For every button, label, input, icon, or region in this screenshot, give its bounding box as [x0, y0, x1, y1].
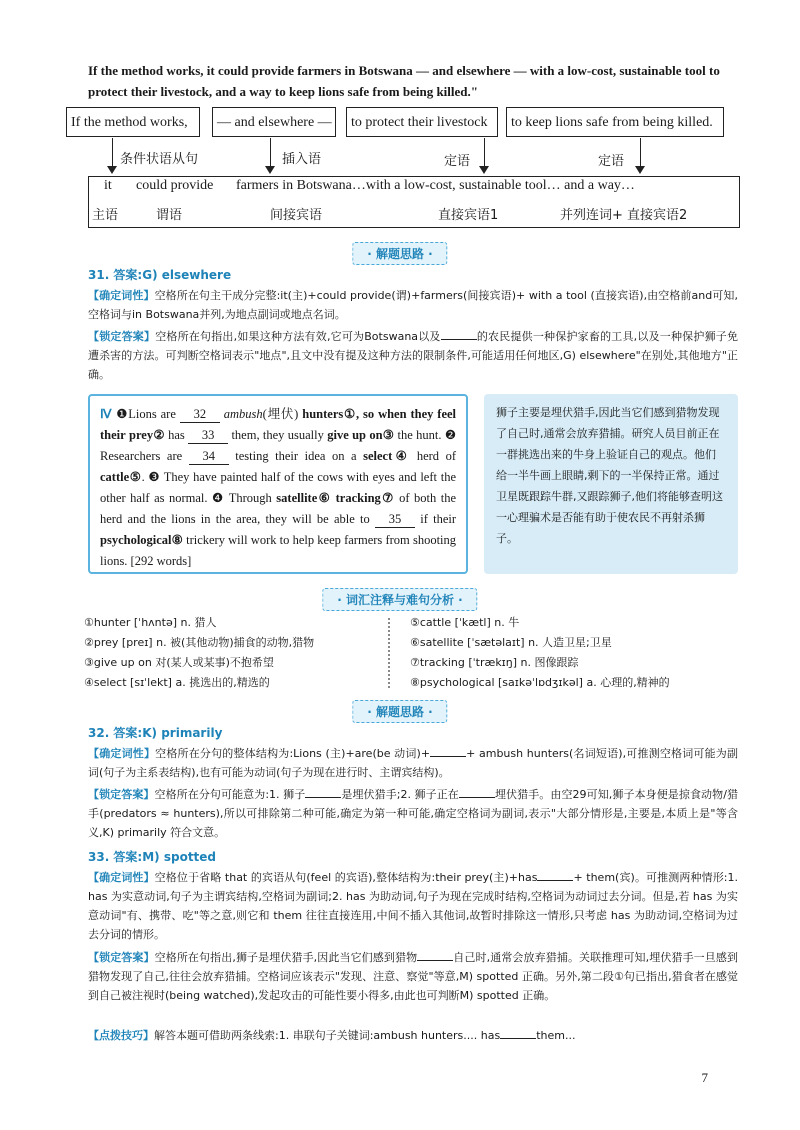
answer-32: 32. 答案:K) primarily [88, 726, 223, 740]
diagram-box-insertion: — and elsewhere — [212, 107, 336, 137]
diagram-word-predicate: could provide [136, 178, 214, 193]
q33-determine-part [88, 868, 738, 944]
tag-lock: 【锁定答案】 [88, 330, 156, 343]
blank-line [459, 786, 495, 798]
q32-determine-part [88, 744, 738, 782]
q33-tip-text-b: them... [536, 1029, 576, 1042]
diagram-label-condition: 条件状语从句 [120, 152, 199, 167]
q32-lock-text-c: 埋伏猎手。由空29可知,狮子本身便是掠食动物/猎手(predators ≈ hunters),所以可排除第二种可能,确定为第一种可能,确定空格词为副词,表示"大部分情形是,主要是,本质上是"等含义,K) primarily 符合文意。 [88, 788, 738, 839]
diagram-arrow-line [484, 138, 485, 168]
passage-word: psychological⑧ [100, 533, 183, 547]
q33-determine-text-b: + them(宾)。可推测两种情形:1. has 为实意动词,句子为主谓宾结构,空格词为副词;2. has 为助动词,句子为现在完成时结构,空格词为动词过去分词。但是,若 has 为实意动词"有、携带、吃"等之意,则它和 them 往往直接连用,中间不插入其他词,故暂时排除这一情形,只考虑 has 为助动词,空格词为过去分词的情形。 [88, 871, 739, 941]
vocab-item: ②prey [preɪ] n. 被(其他动物)捕食的动物,猎物 [84, 636, 315, 649]
blank-35: 35 [375, 512, 415, 528]
passage-text: ❶Lions are [116, 407, 176, 421]
diagram-role-direct-object-1: 直接宾语1 [438, 208, 499, 223]
passage-word: ambush [223, 407, 263, 421]
passage-text: the hunt. ❷ Researchers are [100, 428, 457, 463]
passage-text: if their [420, 512, 457, 526]
diagram-box-attribute-2: to keep lions safe from being killed. [506, 107, 724, 137]
diagram-arrow-head [635, 166, 645, 174]
diagram-arrow-line [270, 138, 271, 168]
diagram-role-predicate: 谓语 [156, 208, 183, 223]
passage-word: give up on③ [327, 428, 395, 442]
tag-lock: 【锁定答案】 [88, 788, 155, 801]
blank-34: 34 [189, 449, 229, 465]
q32-lock-text-b: 是埋伏猎手;2. 狮子正在 [341, 788, 459, 801]
passage-word: tracking⑦ [335, 491, 395, 505]
diagram-box-condition: If the method works, [66, 107, 200, 137]
q31-determine-part [88, 286, 738, 324]
diagram-label-attribute-1: 定语 [444, 154, 471, 169]
blank-line [430, 745, 466, 757]
passage-word: satellite⑥ [276, 491, 332, 505]
paragraph-mark: Ⅳ [100, 407, 113, 421]
passage-text: has [168, 428, 185, 442]
passage-word: cattle⑤ [100, 470, 142, 484]
diagram-arrow-line [640, 138, 641, 168]
vocab-item: ①hunter [ˈhʌntə] n. 猎人 [84, 616, 217, 629]
vocab-item: ④select [sɪˈlekt] a. 挑选出的,精选的 [84, 676, 270, 689]
translation-box: 狮子主要是埋伏猎手,因此当它们感到猎物发现了自己时,通常会放弃猎捕。研究人员目前正在一群挑选出来的牛身上验证自己的观点。他们给一半牛画上眼睛,剩下的一半保持正常。通过卫星既跟踪牛群,又跟踪狮子,他们将能够查明这一心理骗术是否能有助于使农民不再射杀狮子。 [484, 394, 738, 574]
vocab-item: ⑧psychological [saɪkəˈlɒdʒɪkəl] a. 心理的,精神的 [410, 676, 670, 689]
diagram-role-subject: 主语 [92, 208, 119, 223]
q31-determine-text: 空格所在句主干成分完整:it(主)+could provide(谓)+farmers(间接宾语)+ with a tool (直接宾语),由空格前and可知,空格词与in Botswana并列,为地点副词或地点名词。 [88, 289, 738, 321]
q33-lock-text-b: 自己时,通常会放弃猎捕。关联推理可知,埋伏猎手一旦感到猎物发现了自己,往往会放弃猎捕。空格词应该表示"发现、注意、察觉"等意,M) spotted 正确。另外,第二段①句已指出,猎食者在感觉到自己被注视时(being watched),发起攻击的可能性要小得多,由此也可判断M) spotted 正确。 [88, 951, 738, 1002]
vocab-divider [388, 618, 396, 688]
q32-determine-text-b: + ambush hunters(名词短语),可推测空格词可能为副词(句子为主系表结构),也有可能为动词(句子为现在进行时、主谓宾结构)。 [88, 747, 738, 779]
diagram-arrow-line [112, 138, 113, 168]
passage-text: trickery will work to help keep farmers from shooting lions. [292 words] [100, 533, 457, 568]
section-banner-solution-2: · 解题思路 · [352, 700, 447, 723]
passage-gloss: (埋伏) [262, 407, 299, 421]
section-banner-vocab: · 词汇注释与难句分析 · [322, 588, 477, 611]
answer-31: 31. 答案:G) elsewhere [88, 268, 232, 282]
vocab-item: ③give up on 对(某人或某事)不抱希望 [84, 656, 274, 669]
blank-line [537, 869, 573, 881]
q33-lock-text-a: 空格所在句指出,狮子是埋伏猎手,因此当它们感到猎物 [154, 951, 418, 964]
diagram-arrow-head [107, 166, 117, 174]
diagram-arrow-head [479, 166, 489, 174]
passage-word: select④ [363, 449, 411, 463]
answer-33: 33. 答案:M) spotted [88, 850, 217, 864]
tag-lock: 【锁定答案】 [88, 951, 155, 964]
diagram-box-attribute-1: to protect their livestock [346, 107, 498, 137]
q33-determine-text-a: 空格位于省略 that 的宾语从句(feel 的宾语),整体结构为:their prey(主)+has [154, 871, 538, 884]
q33-tip-text-a: 解答本题可借助两条线索:1. 串联句子关键词:ambush hunters.... has [154, 1029, 501, 1042]
intro-sentence: If the method works, it could provide farmers in Botswana — and elsewhere — with a low-cost, sustainable tool to protect their livestock, and a way to keep lions safe from being killed." [88, 63, 720, 99]
passage-text: them, they usually [231, 428, 324, 442]
q31-lock-text-a: 空格所在句指出,如果这种方法有效,它可为Botswana以及 [155, 330, 441, 343]
q32-determine-text-a: 空格所在分句的整体结构为:Lions (主)+are(be 动词)+ [155, 747, 431, 760]
passage-text: testing their idea on a [235, 449, 357, 463]
page-number: 7 [701, 1070, 708, 1085]
passage-text: hunters①, so when they feel their [100, 407, 457, 442]
diagram-role-indirect-object: 间接宾语 [270, 208, 323, 223]
section-banner-solution: · 解题思路 · [352, 242, 447, 265]
vocab-item: ⑤cattle [ˈkætl] n. 牛 [410, 616, 520, 629]
q31-lock-text-b: 的农民提供一种保护家畜的工具,以及一种保护狮子免遭杀害的方法。可判断空格词表示"地点",且文中没有提及这种方法的限制条件,可能适用任何地区,G) elsewhere"在别处,其他地方"正确。 [88, 330, 738, 381]
blank-line [500, 1027, 536, 1039]
q33-lock-answer [88, 948, 738, 1005]
q33-tip [88, 1026, 738, 1045]
q32-lock-text-a: 空格所在分句可能意为:1. 狮子 [154, 788, 306, 801]
blank-line [305, 786, 341, 798]
tag-tip: 【点拨技巧】 [88, 1029, 154, 1042]
diagram-label-attribute-2: 定语 [598, 154, 625, 169]
passage-text: herd of [416, 449, 457, 463]
blank-line [441, 328, 477, 340]
tag-determine: 【确定词性】 [88, 747, 156, 760]
tag-determine: 【确定词性】 [88, 871, 155, 884]
passage-text: . ❸ They have painted half of the cows with eyes and left the other half as normal. ❹ Through [100, 470, 456, 505]
blank-32: 32 [180, 407, 220, 423]
passage-box [88, 394, 468, 574]
blank-33: 33 [188, 428, 228, 444]
q32-lock-answer [88, 785, 738, 842]
diagram-arrow-head [265, 166, 275, 174]
diagram-label-insertion: 插入语 [282, 152, 322, 167]
passage-text: of both the herd and the lions in the area, they will be able to [100, 491, 457, 526]
q31-lock-answer [88, 327, 738, 384]
tag-determine: 【确定词性】 [88, 289, 155, 302]
blank-line [417, 949, 453, 961]
vocab-item: ⑥satellite [ˈsætəlaɪt] n. 人造卫星;卫星 [410, 636, 612, 649]
diagram-role-direct-object-2: 并列连词+ 直接宾语2 [560, 208, 688, 223]
vocab-item: ⑦tracking [ˈtrækɪŋ] n. 图像跟踪 [410, 656, 579, 669]
diagram-word-objects: farmers in Botswana…with a low-cost, sustainable tool… and a way… [236, 178, 635, 193]
passage-word: prey② [129, 428, 165, 442]
diagram-word-subject: it [104, 178, 112, 193]
